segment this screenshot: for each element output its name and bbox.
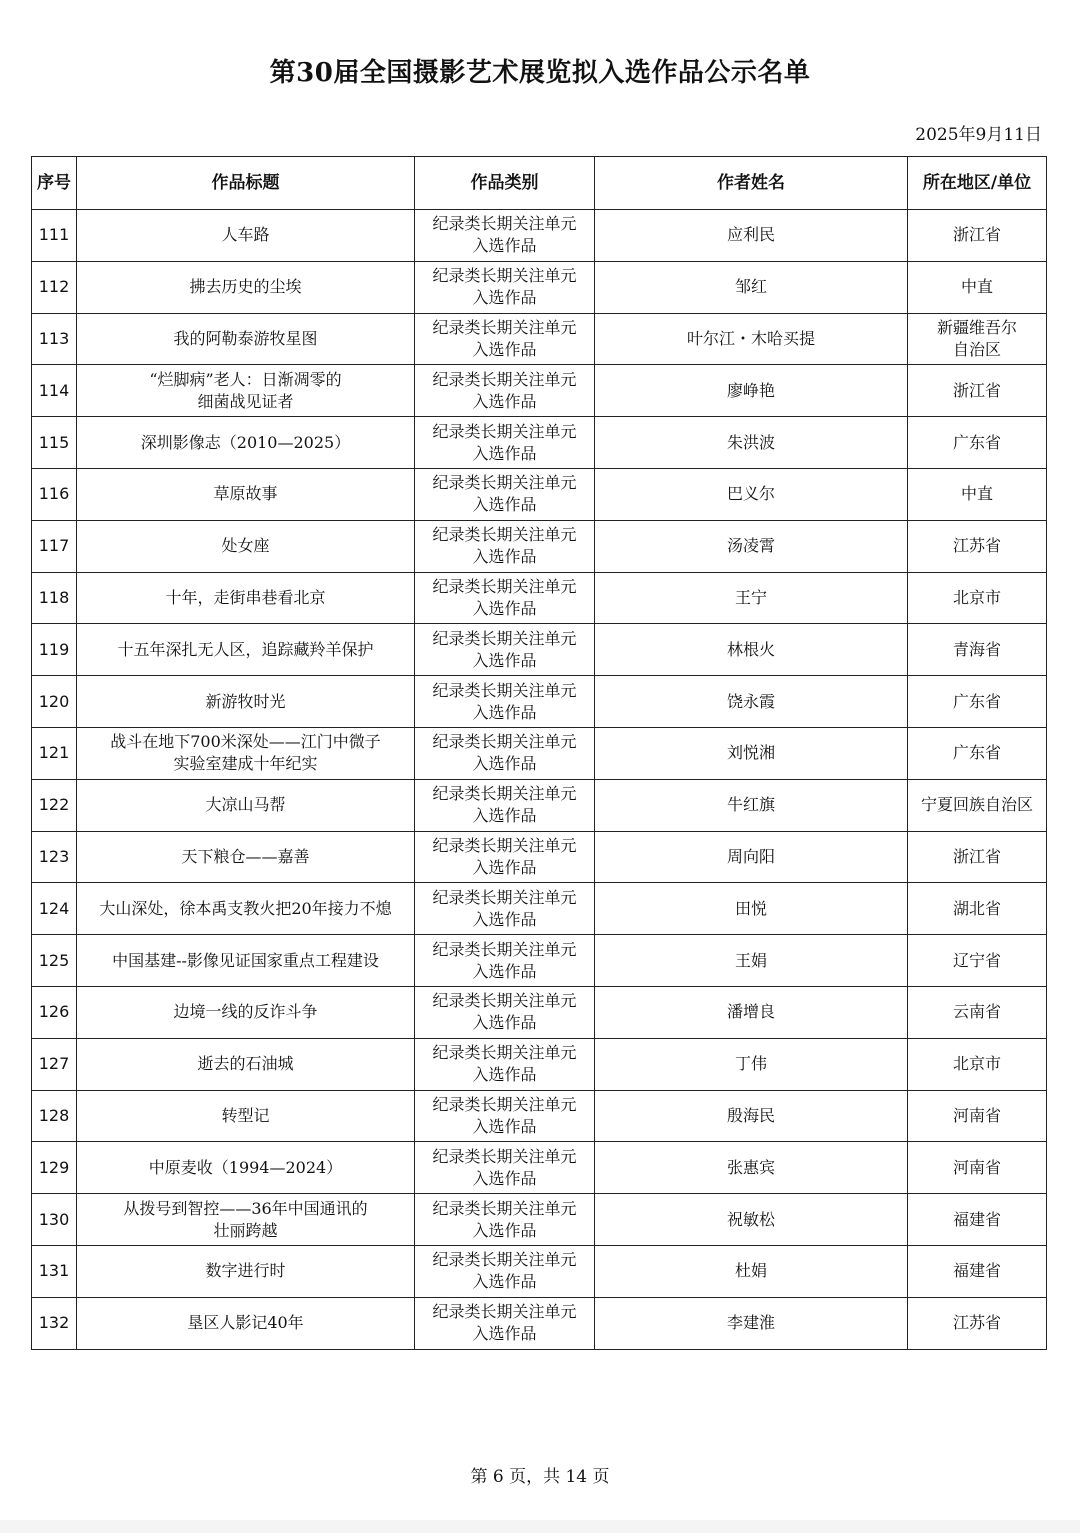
work-title-line1: 十年，走街串巷看北京 [165,587,326,607]
work-title-line1: 新游牧时光 [205,691,286,711]
row-author: 王娟 [595,935,908,987]
row-work-title [77,883,415,935]
row-work-title [77,935,415,987]
category-line1: 纪录类长期关注单元 [432,1198,577,1218]
category-line1: 纪录类长期关注单元 [432,991,577,1011]
table-row [32,883,1047,935]
row-author: 林根火 [595,624,908,676]
category-line1: 纪录类长期关注单元 [432,214,577,234]
region-line1: 广东省 [952,691,1001,711]
work-title-line2: 细菌战见证者 [197,391,294,411]
region-line1: 湖北省 [952,898,1001,918]
row-work-title [77,365,415,417]
row-work-title [77,1038,415,1090]
row-category [415,935,595,987]
category-line1: 纪录类长期关注单元 [432,1094,577,1114]
category-line1: 纪录类长期关注单元 [432,628,577,648]
category-line1: 纪录类长期关注单元 [432,784,577,804]
row-region [908,520,1047,572]
category-line2: 入选作品 [472,909,537,929]
category-line1: 纪录类长期关注单元 [432,835,577,855]
row-index: 125 [32,935,77,987]
row-category [415,624,595,676]
region-line1: 中直 [960,277,993,297]
row-index: 130 [32,1194,77,1246]
row-index: 121 [32,727,77,779]
work-title-line1: 草原故事 [213,484,278,504]
category-line2: 入选作品 [472,1013,537,1033]
region-line1: 青海省 [952,639,1001,659]
category-line1: 纪录类长期关注单元 [432,576,577,596]
table-row [32,1194,1047,1246]
row-region [908,727,1047,779]
row-work-title [77,1245,415,1297]
region-line1: 广东省 [952,432,1001,452]
row-author: 周向阳 [595,831,908,883]
row-author: 饶永霞 [595,676,908,728]
category-line2: 入选作品 [472,598,537,618]
row-author: 张惠宾 [595,1142,908,1194]
row-region [908,1297,1047,1349]
row-index: 131 [32,1245,77,1297]
region-line1: 河南省 [952,1157,1001,1177]
row-author: 叶尔江・木哈买提 [595,313,908,365]
region-line2: 自治区 [952,339,1001,359]
row-category [415,1297,595,1349]
row-region [908,417,1047,469]
row-index: 116 [32,468,77,520]
row-work-title [77,210,415,262]
category-line1: 纪录类长期关注单元 [432,369,577,389]
region-line1: 浙江省 [952,846,1001,866]
selection-table [31,156,1047,1350]
row-index: 123 [32,831,77,883]
region-line1: 福建省 [952,1209,1001,1229]
table-row [32,1297,1047,1349]
region-line1: 浙江省 [952,225,1001,245]
document-title: 第30届全国摄影艺术展览拟入选作品公示名单 [269,58,811,88]
work-title-line1: 拂去历史的尘埃 [189,277,302,297]
work-title-line1: 深圳影像志（2010—2025） [140,432,351,452]
row-work-title [77,520,415,572]
row-author: 邹红 [595,261,908,313]
row-work-title [77,1194,415,1246]
table-row [32,935,1047,987]
row-author: 朱洪波 [595,417,908,469]
row-author: 李建淮 [595,1297,908,1349]
row-category [415,468,595,520]
row-index: 117 [32,520,77,572]
category-line2: 入选作品 [472,1168,537,1188]
row-index: 119 [32,624,77,676]
table-row [32,417,1047,469]
region-line1: 云南省 [952,1002,1001,1022]
category-line2: 入选作品 [472,961,537,981]
row-author: 巴义尔 [595,468,908,520]
category-line2: 入选作品 [472,443,537,463]
table-row [32,313,1047,365]
category-line1: 纪录类长期关注单元 [432,317,577,337]
row-category [415,572,595,624]
table-row [32,468,1047,520]
category-line1: 纪录类长期关注单元 [432,1302,577,1322]
row-work-title [77,779,415,831]
row-work-title [77,986,415,1038]
row-index: 129 [32,1142,77,1194]
category-line1: 纪录类长期关注单元 [432,1043,577,1063]
work-title-line1: 战斗在地下700米深处——江门中微子 [110,732,381,752]
row-category [415,883,595,935]
region-line1: 中直 [960,484,993,504]
row-work-title [77,624,415,676]
table-row [32,727,1047,779]
row-category [415,779,595,831]
header-author: 作者姓名 [595,157,908,210]
region-line1: 辽宁省 [952,950,1001,970]
work-title-line1: 中原麦收（1994—2024） [148,1157,343,1177]
table-row [32,779,1047,831]
row-category [415,520,595,572]
category-line1: 纪录类长期关注单元 [432,1250,577,1270]
category-line2: 入选作品 [472,391,537,411]
row-region [908,210,1047,262]
row-work-title [77,831,415,883]
row-region [908,831,1047,883]
header-index: 序号 [32,157,77,210]
row-index: 111 [32,210,77,262]
region-line1: 北京市 [952,1054,1001,1074]
table-row [32,365,1047,417]
row-category [415,261,595,313]
work-title-line1: 天下粮仓——嘉善 [181,846,310,866]
row-category [415,1090,595,1142]
work-title-line1: 中国基建--影像见证国家重点工程建设 [112,950,379,970]
table-row [32,1245,1047,1297]
row-work-title [77,261,415,313]
header-region: 所在地区/单位 [908,157,1047,210]
row-author: 刘悦湘 [595,727,908,779]
row-author: 汤凌霄 [595,520,908,572]
region-line1: 河南省 [952,1105,1001,1125]
category-line2: 入选作品 [472,702,537,722]
row-category [415,676,595,728]
row-region [908,883,1047,935]
row-category [415,1038,595,1090]
row-work-title [77,676,415,728]
category-line2: 入选作品 [472,288,537,308]
row-category [415,986,595,1038]
work-title-line1: 十五年深扎无人区，追踪藏羚羊保护 [117,639,374,659]
table-header-row [32,157,1047,210]
row-work-title [77,313,415,365]
row-work-title [77,468,415,520]
category-line1: 纪录类长期关注单元 [432,680,577,700]
category-line1: 纪录类长期关注单元 [432,887,577,907]
row-index: 120 [32,676,77,728]
row-index: 124 [32,883,77,935]
row-category [415,1245,595,1297]
row-region [908,676,1047,728]
table-body [32,210,1047,1350]
table-row [32,676,1047,728]
row-region [908,1038,1047,1090]
row-index: 126 [32,986,77,1038]
category-line1: 纪录类长期关注单元 [432,421,577,441]
region-line1: 江苏省 [952,1313,1001,1333]
table-row [32,1090,1047,1142]
row-category [415,1142,595,1194]
work-title-line1: 垦区人影记40年 [187,1313,304,1333]
category-line2: 入选作品 [472,650,537,670]
work-title-line1: 处女座 [221,536,270,556]
category-line1: 纪录类长期关注单元 [432,939,577,959]
table-row [32,986,1047,1038]
category-line2: 入选作品 [472,857,537,877]
table-row [32,520,1047,572]
category-line1: 纪录类长期关注单元 [432,1146,577,1166]
region-line1: 江苏省 [952,536,1001,556]
row-region [908,572,1047,624]
row-work-title [77,417,415,469]
category-line2: 入选作品 [472,1116,537,1136]
row-work-title [77,572,415,624]
row-author: 廖峥艳 [595,365,908,417]
row-region [908,624,1047,676]
work-title-line1: “烂脚病”老人：日渐凋零的 [149,369,342,389]
row-category [415,365,595,417]
row-region [908,1194,1047,1246]
row-category [415,1194,595,1246]
row-author: 田悦 [595,883,908,935]
row-author: 潘增良 [595,986,908,1038]
row-region [908,1090,1047,1142]
row-region [908,468,1047,520]
row-region [908,779,1047,831]
row-index: 122 [32,779,77,831]
table-row [32,210,1047,262]
category-line2: 入选作品 [472,1272,537,1292]
category-line2: 入选作品 [472,495,537,515]
category-line2: 入选作品 [472,236,537,256]
work-title-line2: 壮丽跨越 [213,1220,278,1240]
category-line1: 纪录类长期关注单元 [432,525,577,545]
row-work-title [77,1142,415,1194]
header-category: 作品类别 [415,157,595,210]
row-author: 牛红旗 [595,779,908,831]
region-line1: 福建省 [952,1261,1001,1281]
page-indicator: 第 6 页，共 14 页 [470,1467,610,1487]
row-region [908,986,1047,1038]
category-line2: 入选作品 [472,547,537,567]
work-title-line2: 实验室建成十年纪实 [173,754,318,774]
category-line2: 入选作品 [472,1324,537,1344]
work-title-line1: 转型记 [221,1105,270,1125]
row-category [415,727,595,779]
row-index: 128 [32,1090,77,1142]
region-line1: 新疆维吾尔 [936,317,1017,337]
row-work-title [77,1297,415,1349]
row-region [908,365,1047,417]
row-region [908,935,1047,987]
row-index: 127 [32,1038,77,1090]
table-row [32,1142,1047,1194]
category-line2: 入选作品 [472,806,537,826]
category-line1: 纪录类长期关注单元 [432,473,577,493]
row-index: 115 [32,417,77,469]
row-work-title [77,727,415,779]
work-title-line1: 大凉山马帮 [205,795,286,815]
row-category [415,417,595,469]
row-author: 丁伟 [595,1038,908,1090]
work-title-line1: 我的阿勒泰游牧星图 [173,328,318,348]
row-index: 132 [32,1297,77,1349]
category-line1: 纪录类长期关注单元 [432,732,577,752]
work-title-line1: 大山深处，徐本禹支教火把20年接力不熄 [99,898,392,918]
row-index: 118 [32,572,77,624]
row-index: 113 [32,313,77,365]
work-title-line1: 人车路 [221,225,270,245]
row-index: 112 [32,261,77,313]
row-category [415,831,595,883]
table-row [32,831,1047,883]
category-line2: 入选作品 [472,1065,537,1085]
category-line2: 入选作品 [472,1220,537,1240]
region-line1: 宁夏回族自治区 [920,795,1033,815]
row-author: 杜娟 [595,1245,908,1297]
table-row [32,572,1047,624]
work-title-line1: 逝去的石油城 [197,1054,294,1074]
row-author: 应利民 [595,210,908,262]
row-region [908,1142,1047,1194]
row-author: 祝敏松 [595,1194,908,1246]
work-title-line1: 边境一线的反诈斗争 [173,1002,318,1022]
row-category [415,210,595,262]
row-author: 殷海民 [595,1090,908,1142]
row-work-title [77,1090,415,1142]
work-title-line1: 数字进行时 [205,1261,286,1281]
row-region [908,313,1047,365]
region-line1: 广东省 [952,743,1001,763]
table-row [32,624,1047,676]
category-line2: 入选作品 [472,339,537,359]
row-author: 王宁 [595,572,908,624]
row-region [908,261,1047,313]
category-line1: 纪录类长期关注单元 [432,266,577,286]
category-line2: 入选作品 [472,754,537,774]
header-work-title: 作品标题 [77,157,415,210]
table-row [32,261,1047,313]
publish-date: 2025年9月11日 [915,125,1042,145]
row-index: 114 [32,365,77,417]
row-category [415,313,595,365]
row-region [908,1245,1047,1297]
work-title-line1: 从拨号到智控——36年中国通讯的 [123,1198,368,1218]
region-line1: 北京市 [952,587,1001,607]
table-row [32,1038,1047,1090]
region-line1: 浙江省 [952,380,1001,400]
